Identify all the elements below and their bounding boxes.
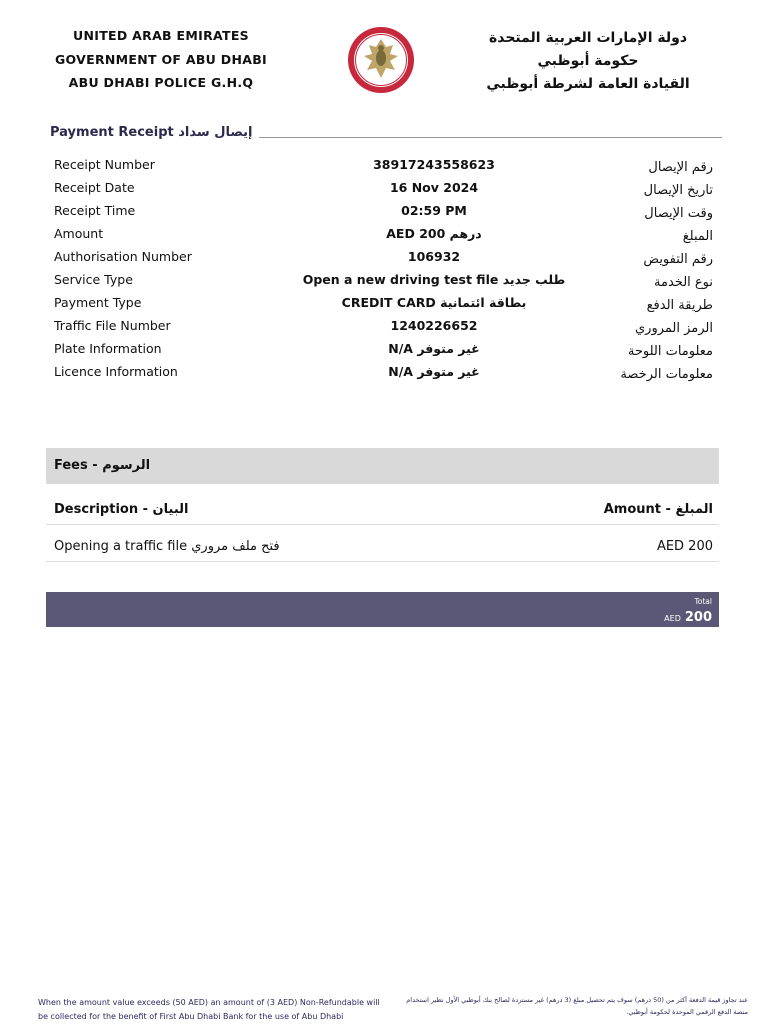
detail-row-authorisation [50,247,720,270]
fees-amount-header: Amount - المبلغ [603,502,713,517]
header-government-ar: حكومة أبوظبي [537,53,639,69]
fees-header-divider [46,524,719,525]
detail-value: 38917243558623 [373,157,495,172]
detail-label-ar: تاريخ الإيصال [643,183,713,198]
detail-label: Payment Type [54,295,142,310]
total-value: 200 [684,610,712,625]
fees-row-divider [46,561,719,562]
detail-row-amount [50,224,720,247]
detail-label: Amount [54,226,104,241]
fees-header-bar [46,448,719,484]
detail-label: Licence Information [54,364,178,379]
detail-label: Traffic File Number [54,318,171,333]
detail-value: N/A غير متوفر [388,364,480,379]
header-english [48,24,274,95]
footer-note-arabic: عند تجاوز قيمة الدفعة أكثر من (50 درهم) سوف يتم تحصيل مبلغ (3 درهم) غير مستردة لصالح بنك أبوظبي الأول نظير استخدام منصة الدفع الرقمي الموحدة لحكومة أبوظبي. [406,996,748,1016]
detail-value: CREDIT CARD بطاقة ائتمانية [341,295,527,310]
detail-row-traffic-file [50,316,720,339]
detail-label-ar: طريقة الدفع [646,298,713,313]
detail-label-ar: رقم الإيصال [648,160,713,175]
detail-label: Plate Information [54,341,162,356]
fee-item-description: Opening a traffic file فتح ملف مروري [54,539,280,554]
detail-value: 16 Nov 2024 [389,180,479,195]
detail-value: 02:59 PM [401,203,467,218]
total-bar [46,592,719,627]
fees-title: Fees - الرسوم [54,458,151,473]
header-police-ar: القيادة العامة لشرطة أبوظبي [486,76,690,92]
detail-label-ar: وقت الإيصال [644,206,713,221]
detail-value: 106932 [407,249,461,264]
header-country-ar: دولة الإمارات العربية المتحدة [488,30,688,46]
fee-item-amount: AED 200 [656,539,713,554]
header-government: GOVERNMENT OF ABU DHABI [55,51,267,67]
detail-row-receipt-date [50,178,720,201]
detail-label-ar: الرمز المروري [634,321,713,336]
header-police: ABU DHABI POLICE G.H.Q [68,75,254,90]
receipt-details [50,155,720,385]
detail-label: Service Type [54,272,133,287]
detail-label: Receipt Number [54,157,155,172]
receipt-title: Payment Receipt إيصال سداد [50,125,259,140]
detail-value: 1240226652 [390,318,478,333]
detail-row-plate-info [50,339,720,362]
header-country: UNITED ARAB EMIRATES [73,28,249,43]
detail-label-ar: معلومات اللوحة [627,344,713,359]
detail-label: Authorisation Number [54,249,192,264]
detail-value: Open a new driving test file طلب جديد [302,272,566,287]
detail-label: Receipt Date [54,180,135,195]
total-amount [664,606,712,625]
abu-dhabi-emblem-icon [345,26,417,94]
total-currency: AED [664,614,681,623]
detail-label: Receipt Time [54,203,136,218]
header-arabic [478,27,698,96]
detail-value: AED 200 درهم [386,226,482,241]
total-label: Total [694,597,712,606]
detail-row-receipt-number [50,155,720,178]
footer-note-english: When the amount value exceeds (50 AED) an amount of (3 AED) Non-Refundable will be collected for the benefit of First Abu Dhabi Bank for the use of Abu Dhabi [38,998,380,1021]
detail-row-licence-info [50,362,720,385]
detail-label-ar: المبلغ [682,229,713,244]
detail-label-ar: رقم التفويض [643,252,713,267]
detail-row-payment-type [50,293,720,316]
detail-value: N/A غير متوفر [388,341,480,356]
detail-label-ar: معلومات الرخصة [620,367,713,382]
detail-row-service-type [50,270,720,293]
detail-label-ar: نوع الخدمة [654,275,713,290]
fees-description-header: Description - البيان [54,502,189,517]
detail-row-receipt-time [50,201,720,224]
